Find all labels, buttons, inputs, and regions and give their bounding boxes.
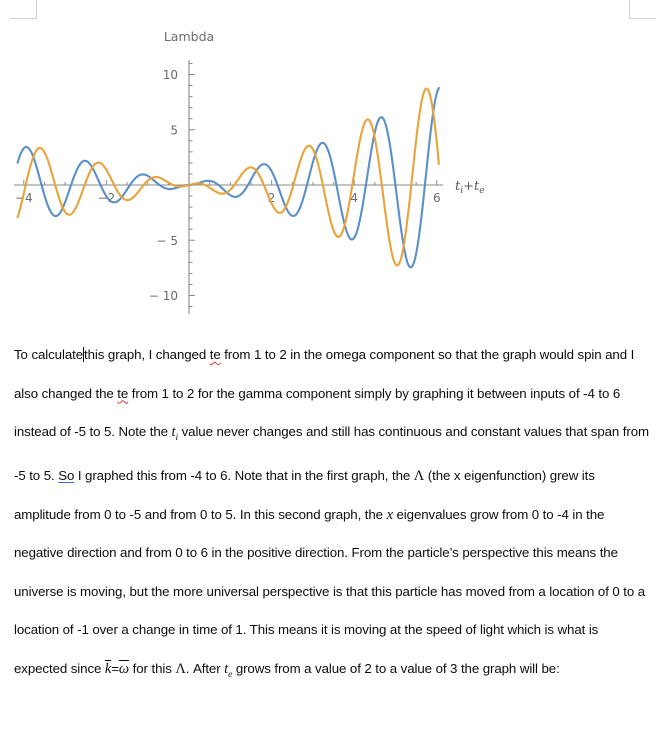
y-tick-label: 10 bbox=[162, 68, 178, 82]
text-cursor bbox=[83, 347, 84, 362]
math-variable: $t_i$ bbox=[171, 424, 178, 443]
y-tick-label: − 5 bbox=[156, 233, 178, 248]
y-tick-label: − 10 bbox=[148, 289, 178, 303]
spelling-error-text[interactable]: te bbox=[117, 385, 129, 401]
plot-axes bbox=[14, 60, 443, 314]
document-body[interactable] bbox=[14, 336, 652, 694]
grammar-suggestion-text[interactable]: So bbox=[58, 468, 75, 484]
lambda-plot bbox=[0, 8, 520, 326]
math-variable: x bbox=[386, 506, 393, 523]
math-variable-overbar: $\overline{k}$ bbox=[104, 660, 112, 677]
margin-mark-top-right bbox=[629, 0, 656, 19]
plot-title: Lambda bbox=[163, 29, 215, 44]
x-tick-label: −2 bbox=[97, 191, 116, 205]
series-orange-curve bbox=[18, 89, 439, 266]
body-paragraph: To calculatethis graph, I changed te from 1 to 2 in the omega component so that the graph would spin and I also changed the te from 1 to 2 for the gamma component simply by graphing it between inputs of -4 to 6 instead of -5 to 5. Note the $t_i$ value never changes and still has continuous and constant values that span from -5 to 5. So I graphed this from -4 to 6. Note that in the first graph, the Λ (the x eigenfunction) grew its amplitude from 0 to -5 and from 0 to 5. In this second graph, the x eigenvalues grow from 0 to -4 in the negative direction and from 0 to 6 in the positive direction. From the particle’s perspective this means the universe is moving, but the more universal perspective is that this particle has moved from a location of 0 to a location of -1 over a change in time of 1. This means it is moving at the speed of light which is what is expected since $\overline{k}=\overline{\omega}$ for this Λ. After $t_e$ grows from a value of 2 to a value of 3 the graph will be: bbox=[14, 347, 649, 680]
math-symbol-lambda: Λ bbox=[413, 468, 425, 485]
math-symbol-lambda: Λ bbox=[175, 660, 186, 677]
spelling-error-text[interactable]: te bbox=[209, 347, 221, 362]
math-variable: $t_e$ bbox=[224, 660, 233, 680]
math-variable-overbar: $\overline{\omega}$ bbox=[118, 660, 130, 677]
x-tick-label: −4 bbox=[14, 191, 33, 205]
series-blue-curve bbox=[18, 88, 439, 267]
y-tick-label: 5 bbox=[170, 123, 178, 138]
x-axis-label: $t_i+t_e$ bbox=[455, 179, 485, 196]
x-tick-label: 2 bbox=[267, 191, 276, 205]
x-tick-label: 6 bbox=[432, 191, 441, 205]
x-tick-label: 4 bbox=[350, 191, 359, 205]
